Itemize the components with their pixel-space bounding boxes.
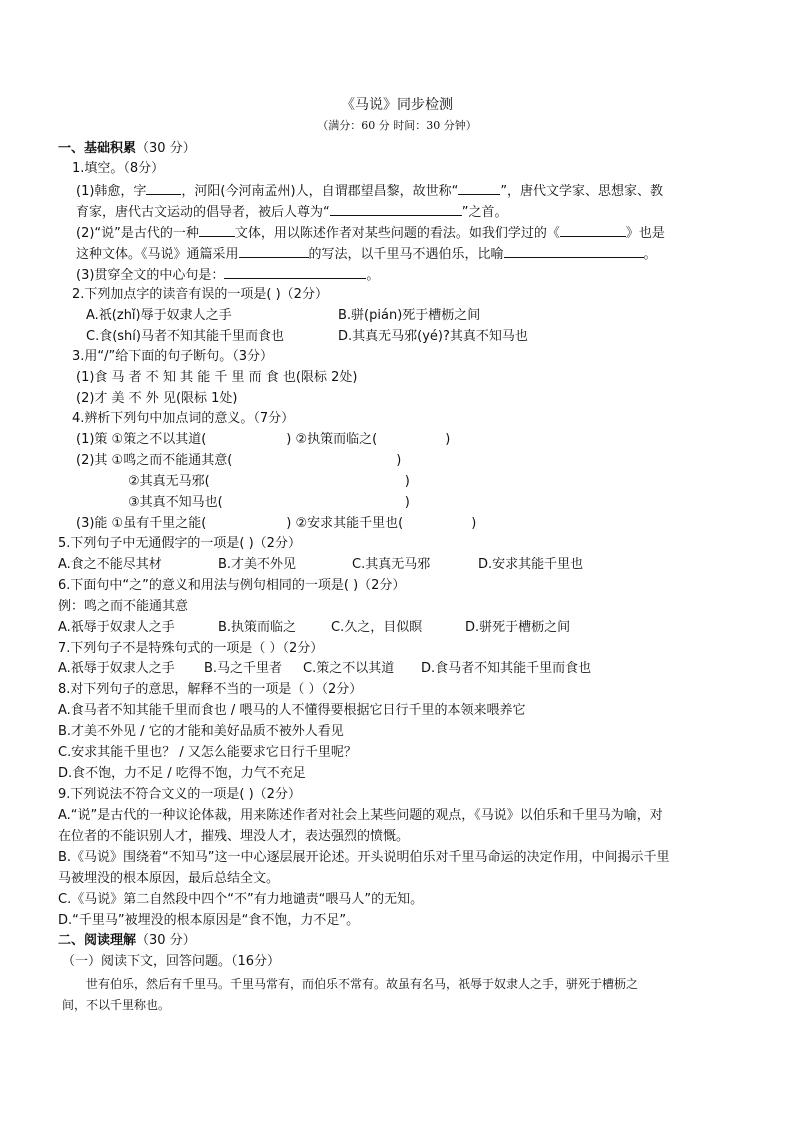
question-2-stem: 2.下列加点字的读音有误的一项是( )（2分） bbox=[72, 287, 328, 302]
question-4-row-1 bbox=[76, 431, 450, 449]
answer-blank[interactable] bbox=[146, 181, 181, 195]
question-3-stem: 3.用“/”给下面的句子断句。（3分） bbox=[72, 349, 274, 364]
text-segment: ) bbox=[404, 474, 410, 489]
section-heading-reading bbox=[58, 932, 196, 950]
question-7-option-a[interactable]: A.祇辱于奴隶人之手 bbox=[58, 661, 175, 676]
question-1-line-2 bbox=[76, 202, 508, 222]
question-9-stem: 9.下列说法不符合文义的一项是( )（2分） bbox=[58, 787, 301, 802]
text-segment: ) ②安求其能千里也( bbox=[286, 516, 404, 531]
question-6-example: 例：鸣之而不能通其意 bbox=[58, 599, 189, 614]
question-7-option-d[interactable]: D.食马者不知其能千里而食也 bbox=[421, 661, 592, 676]
text-segment: (2)其 ①鸣之而不能通其意( bbox=[76, 453, 233, 468]
question-1-line-4 bbox=[76, 244, 657, 264]
question-4-stem: 4.辨析下列句中加点词的意义。（7分） bbox=[72, 411, 295, 426]
text-segment: (3)贯穿全文的中心句是： bbox=[76, 268, 225, 283]
text-segment: 》也是 bbox=[625, 226, 665, 241]
question-1-line-5 bbox=[76, 265, 379, 285]
question-7-stem: 7.下列句子不是特殊句式的一项是（ ）（2分） bbox=[58, 641, 324, 656]
text-segment: 。 bbox=[643, 247, 657, 262]
text-segment: ③其真不知马也( bbox=[128, 495, 223, 510]
answer-blank[interactable] bbox=[458, 181, 500, 195]
question-9-option-b-line-1[interactable]: B.《马说》围绕着“不知马”这一中心逐层展开论述。开头说明伯乐对千里马命运的决定作用，中间揭示千里 bbox=[58, 850, 670, 865]
answer-blank[interactable] bbox=[330, 202, 462, 216]
question-9-option-a-line-1[interactable]: A.“说”是古代的一种议论体裁，用来陈述作者对社会上某些问题的观点，《马说》以伯乐和千里马为喻，对 bbox=[58, 808, 663, 823]
question-6-option-b[interactable]: B.执策而临之 bbox=[218, 620, 297, 635]
question-5-option-d[interactable]: D.安求其能千里也 bbox=[478, 557, 584, 572]
question-6-option-d[interactable]: D.骈死于槽枥之间 bbox=[465, 620, 571, 635]
section-heading-text: 一、基础积累 bbox=[58, 141, 137, 156]
reading-stem: （一）阅读下文，回答问题。（16分） bbox=[62, 954, 281, 969]
question-2-option-d[interactable]: D.其真无马邪(yé)?其真不知马也 bbox=[338, 329, 528, 344]
question-7-option-b[interactable]: B.马之千里者 bbox=[204, 661, 283, 676]
answer-blank[interactable] bbox=[239, 244, 309, 258]
text-segment: ，河阳(今河南孟州)人，自谓郡望昌黎，故世称“ bbox=[181, 184, 459, 199]
text-segment: 育家，唐代古文运动的倡导者，被后人尊为“ bbox=[76, 205, 330, 220]
text-segment: ”，唐代文学家、思想家、教 bbox=[500, 184, 664, 199]
question-9-option-c[interactable]: C.《马说》第二自然段中四个“不”有力地谴责“喂马人”的无知。 bbox=[58, 892, 424, 907]
section-points: （30 分） bbox=[136, 141, 196, 156]
question-1-stem: 1.填空。（8分） bbox=[72, 161, 165, 176]
question-2-option-b[interactable]: B.骈(pián)死于槽枥之间 bbox=[338, 308, 481, 323]
text-segment: (3)能 ①虽有千里之能( bbox=[76, 516, 207, 531]
question-8-option-d[interactable]: D.食不饱，力不足 / 吃得不饱，力气不充足 bbox=[58, 766, 306, 781]
text-segment: ②其真无马邪( bbox=[128, 474, 210, 489]
section-heading-basics bbox=[58, 140, 196, 158]
text-segment: (1)韩愈，字 bbox=[76, 184, 147, 199]
text-segment: ) bbox=[471, 516, 477, 531]
question-8-option-c[interactable]: C.安求其能千里也？ / 又怎么能要求它日行千里呢？ bbox=[58, 745, 357, 760]
reading-passage-line-2: 间，不以千里称也。 bbox=[62, 998, 171, 1012]
text-segment: 这种文体。《马说》通篇采用 bbox=[76, 247, 239, 262]
question-5-option-c[interactable]: C.其真无马邪 bbox=[352, 557, 431, 572]
question-8-stem: 8.对下列句子的意思，解释不当的一项是（ ）（2分） bbox=[58, 682, 363, 697]
text-segment: ) bbox=[404, 495, 410, 510]
question-2-option-c[interactable]: C.食(shí)马者不知其能千里而食也 bbox=[86, 329, 284, 344]
question-9-option-a-line-2[interactable]: 在位者的不能识别人才，摧残、埋没人才，表达强烈的愤慨。 bbox=[58, 829, 410, 844]
question-9-option-b-line-2[interactable]: 马被埋没的根本原因，最后总结全文。 bbox=[58, 871, 280, 886]
question-3-sentence-2: (2)才 美 不 外 见(限标 1处) bbox=[76, 391, 238, 406]
question-4-row-5 bbox=[76, 515, 476, 533]
question-4-row-2 bbox=[76, 452, 401, 470]
question-4-row-3 bbox=[128, 473, 410, 491]
question-6-option-a[interactable]: A.祇辱于奴隶人之手 bbox=[58, 620, 175, 635]
text-segment: ) bbox=[445, 432, 451, 447]
question-8-option-a[interactable]: A.食马者不知其能千里而食也 / 喂马的人不懂得要根据它日行千里的本领来喂养它 bbox=[58, 703, 526, 718]
answer-blank[interactable] bbox=[560, 223, 626, 237]
answer-blank[interactable] bbox=[199, 223, 235, 237]
question-4-row-4 bbox=[128, 494, 410, 512]
question-6-option-c[interactable]: C.久之，目似瞑 bbox=[331, 620, 423, 635]
answer-blank[interactable] bbox=[504, 244, 644, 258]
question-9-option-d[interactable]: D.“千里马”被埋没的根本原因是“食不饱，力不足”。 bbox=[58, 913, 360, 928]
reading-passage-line-1: 世有伯乐，然后有千里马。千里马常有，而伯乐不常有。故虽有名马，祇辱于奴隶人之手，骈死于槽枥之 bbox=[86, 977, 639, 991]
text-segment: ) ②执策而临之( bbox=[286, 432, 378, 447]
question-5-option-b[interactable]: B.才美不外见 bbox=[218, 557, 297, 572]
question-7-option-c[interactable]: C.策之不以其道 bbox=[303, 661, 395, 676]
document-subtitle: （满分：60 分 时间：30 分钟） bbox=[317, 119, 477, 132]
section-heading-text: 二、阅读理解 bbox=[58, 933, 137, 948]
text-segment: 的写法，以千里马不遇伯乐，比喻 bbox=[308, 247, 504, 262]
section-points: （30 分） bbox=[136, 933, 196, 948]
question-1-line-1 bbox=[76, 181, 663, 201]
question-2-option-a[interactable]: A.祇(zhǐ)辱于奴隶人之手 bbox=[86, 308, 232, 323]
question-6-stem: 6.下面句中“之”的意义和用法与例句相同的一项是( )（2分） bbox=[58, 578, 406, 593]
text-segment: 。 bbox=[366, 268, 380, 283]
answer-blank[interactable] bbox=[224, 265, 366, 279]
question-5-option-a[interactable]: A.食之不能尽其材 bbox=[58, 557, 162, 572]
document-title: 《马说》同步检测 bbox=[341, 97, 453, 113]
question-8-option-b[interactable]: B.才美不外见 / 它的才能和美好品质不被外人看见 bbox=[58, 724, 344, 739]
text-segment: (2)“说”是古代的一种 bbox=[76, 226, 199, 241]
text-segment: ”之首。 bbox=[461, 205, 508, 220]
text-segment: 文体，用以陈述作者对某些问题的看法。如我们学过的《 bbox=[234, 226, 560, 241]
question-1-line-3 bbox=[76, 223, 665, 243]
question-5-stem: 5.下列句子中无通假字的一项是( )（2分） bbox=[58, 536, 301, 551]
text-segment: (1)策 ①策之不以其道( bbox=[76, 432, 207, 447]
text-segment: ) bbox=[396, 453, 402, 468]
question-3-sentence-1: (1)食 马 者 不 知 其 能 千 里 而 食 也(限标 2处) bbox=[76, 370, 358, 385]
